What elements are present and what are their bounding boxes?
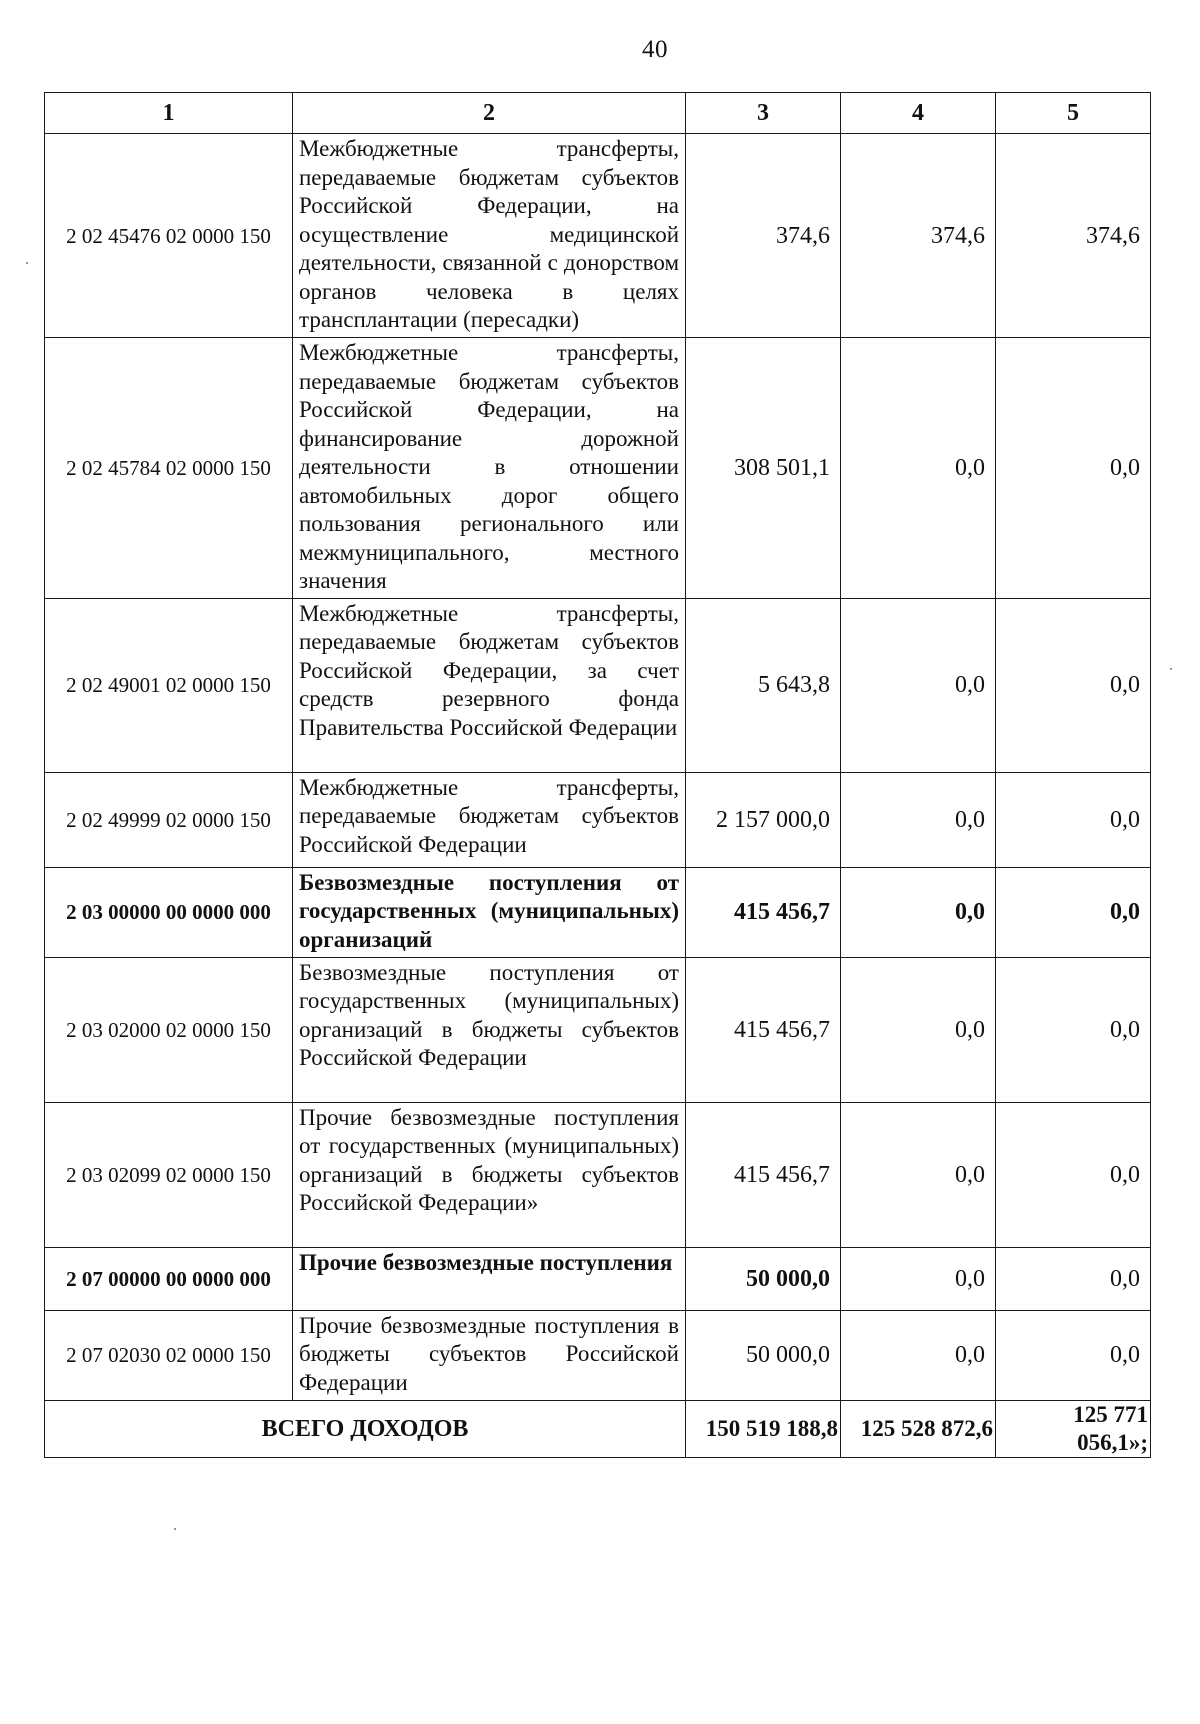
amount-col5: 0,0 <box>996 867 1151 957</box>
total-label: ВСЕГО ДОХОДОВ <box>45 1400 686 1457</box>
total-col3: 150 519 188,8 <box>686 1400 841 1457</box>
table-row <box>45 338 1151 599</box>
column-header: 5 <box>996 93 1151 134</box>
amount-col5: 0,0 <box>996 1102 1151 1247</box>
table-row <box>45 134 1151 338</box>
table-row <box>45 1247 1151 1310</box>
revenue-name: Межбюджетные трансферты, передаваемые бюджетам субъектов Российской Федерации, на финансирование дорожной деятельности в отношении автомобильных дорог общего пользования регионального или межмуниципального, местного значения <box>293 338 686 599</box>
column-header: 2 <box>293 93 686 134</box>
amount-col5: 0,0 <box>996 338 1151 599</box>
budget-code: 2 02 49999 02 0000 150 <box>45 772 293 867</box>
revenue-name: Безвозмездные поступления от государственных (муниципальных) организаций <box>293 867 686 957</box>
amount-col5: 0,0 <box>996 957 1151 1102</box>
amount-col5: 374,6 <box>996 134 1151 338</box>
amount-col3: 415 456,7 <box>686 867 841 957</box>
amount-col3: 415 456,7 <box>686 1102 841 1247</box>
total-row <box>45 1400 1151 1457</box>
column-header: 4 <box>841 93 996 134</box>
table-row <box>45 1102 1151 1247</box>
table-row <box>45 772 1151 867</box>
amount-col5: 0,0 <box>996 598 1151 772</box>
amount-col4: 0,0 <box>841 1102 996 1247</box>
amount-col4: 0,0 <box>841 1247 996 1310</box>
revenue-name: Межбюджетные трансферты, передаваемые бюджетам субъектов Российской Федерации, за счет средств резервного фонда Правительства Российской Федерации <box>293 598 686 772</box>
amount-col3: 415 456,7 <box>686 957 841 1102</box>
revenue-name: Прочие безвозмездные поступления от государственных (муниципальных) организаций в бюджеты субъектов Российской Федерации» <box>293 1102 686 1247</box>
budget-code: 2 07 00000 00 0000 000 <box>45 1247 293 1310</box>
amount-col4: 0,0 <box>841 598 996 772</box>
amount-col5: 0,0 <box>996 1247 1151 1310</box>
table-row <box>45 598 1151 772</box>
column-header: 3 <box>686 93 841 134</box>
amount-col3: 374,6 <box>686 134 841 338</box>
budget-code: 2 03 02000 02 0000 150 <box>45 957 293 1102</box>
table-header-row <box>45 93 1151 134</box>
revenue-table <box>44 92 1151 1458</box>
budget-code: 2 02 45784 02 0000 150 <box>45 338 293 599</box>
budget-code: 2 02 45476 02 0000 150 <box>45 134 293 338</box>
budget-code: 2 03 00000 00 0000 000 <box>45 867 293 957</box>
table-row <box>45 1310 1151 1400</box>
amount-col4: 0,0 <box>841 1310 996 1400</box>
budget-code: 2 02 49001 02 0000 150 <box>45 598 293 772</box>
amount-col5: 0,0 <box>996 1310 1151 1400</box>
budget-code: 2 07 02030 02 0000 150 <box>45 1310 293 1400</box>
total-col5: 125 771 056,1»; <box>996 1400 1151 1457</box>
revenue-name: Безвозмездные поступления от государственных (муниципальных) организаций в бюджеты субъектов Российской Федерации <box>293 957 686 1102</box>
amount-col3: 5 643,8 <box>686 598 841 772</box>
amount-col3: 308 501,1 <box>686 338 841 599</box>
amount-col3: 50 000,0 <box>686 1310 841 1400</box>
amount-col4: 0,0 <box>841 772 996 867</box>
scan-speck <box>174 1528 176 1530</box>
revenue-name: Межбюджетные трансферты, передаваемые бюджетам субъектов Российской Федерации <box>293 772 686 867</box>
total-col4: 125 528 872,6 <box>841 1400 996 1457</box>
budget-code: 2 03 02099 02 0000 150 <box>45 1102 293 1247</box>
amount-col4: 374,6 <box>841 134 996 338</box>
table-row <box>45 867 1151 957</box>
revenue-name: Межбюджетные трансферты, передаваемые бюджетам субъектов Российской Федерации, на осуществление медицинской деятельности, связанной с донорством органов человека в целях трансплантации (пересадки) <box>293 134 686 338</box>
revenue-name: Прочие безвозмездные поступления в бюджеты субъектов Российской Федерации <box>293 1310 686 1400</box>
scan-speck <box>1170 668 1172 670</box>
amount-col3: 2 157 000,0 <box>686 772 841 867</box>
page-number: 40 <box>642 36 668 63</box>
amount-col4: 0,0 <box>841 867 996 957</box>
amount-col4: 0,0 <box>841 957 996 1102</box>
amount-col4: 0,0 <box>841 338 996 599</box>
revenue-name: Прочие безвозмездные поступления <box>293 1247 686 1310</box>
column-header: 1 <box>45 93 293 134</box>
amount-col3: 50 000,0 <box>686 1247 841 1310</box>
amount-col5: 0,0 <box>996 772 1151 867</box>
table-row <box>45 957 1151 1102</box>
scan-speck <box>26 262 28 264</box>
